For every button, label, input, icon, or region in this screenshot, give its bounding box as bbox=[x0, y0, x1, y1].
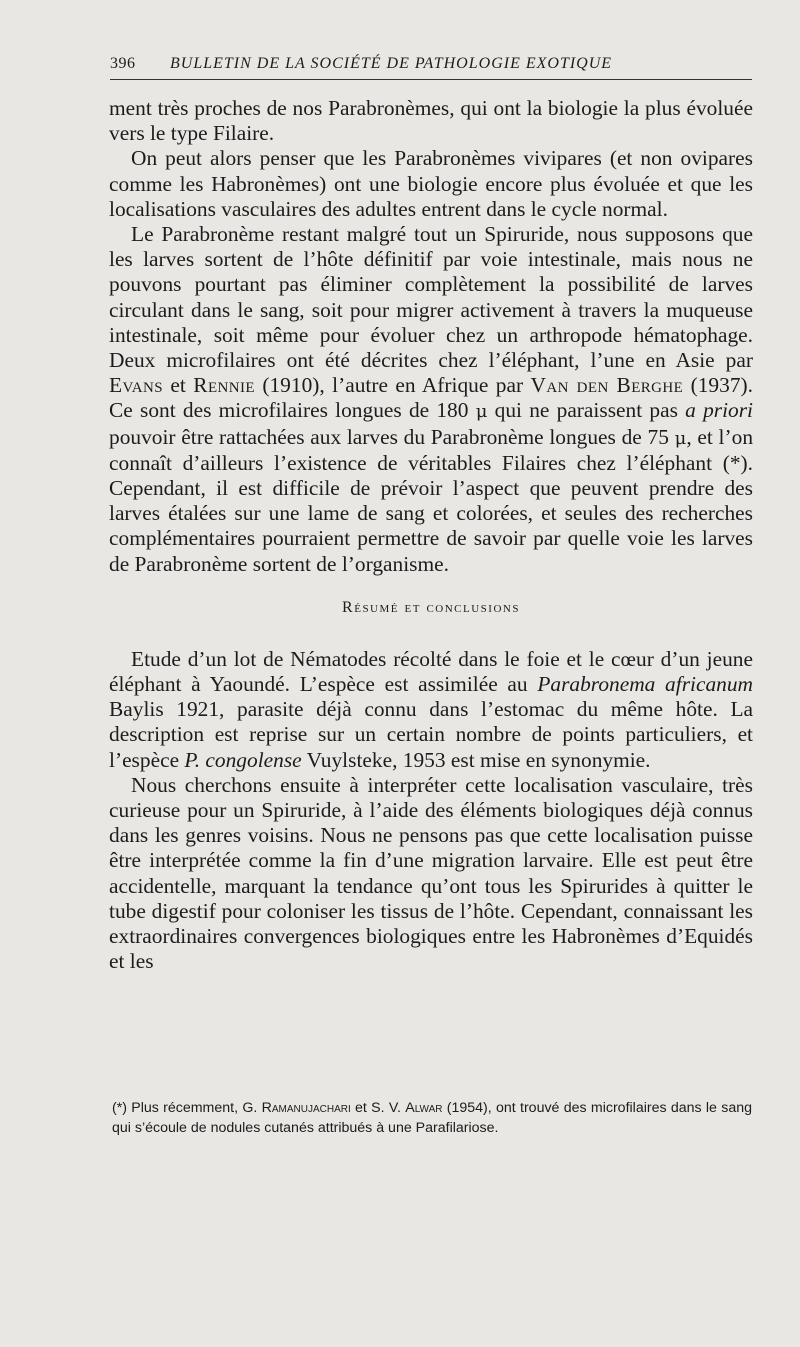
paragraph-2: On peut alors penser que les Parabronèmes vivipares (et non ovipares comme les Habronèmes) ont une biologie encore plus évoluée et que les localisations vasculaires des adultes entrent dans le cycle normal. bbox=[109, 146, 753, 221]
italic-phrase: a priori bbox=[685, 398, 753, 423]
author-name: Ramanujachari bbox=[261, 1100, 351, 1116]
author-name: Van den Berghe bbox=[530, 373, 684, 398]
text-run: qui ne paraissent pas bbox=[487, 398, 686, 423]
text-run: et S. V. bbox=[350, 1100, 406, 1116]
text-run: Le Parabronème restant malgré tout un Spiruride, nous supposons que les larves sortent de l’hôte définitif par voie intestinale, mais nous ne pouvons pourtant pas éliminer complètement la possibilité de larves circulant dans le sang, soit pour migrer activement à travers la muqueuse intestinale, soit même pour évoluer chez un arthropode hématophage. Deux microfilaires ont été décrites chez l’éléphant, l’une en Asie par bbox=[109, 222, 753, 373]
species-name: P. congolense bbox=[184, 747, 302, 772]
text-run: Vuylsteke, 1953 est mise en synonymie. bbox=[301, 747, 651, 772]
text-run: (1954), ont trouvé des microfilaires dans le sang qui s’écoule de nodules cutanés attribués à une Parafilariose. bbox=[112, 1100, 752, 1136]
running-title: BULLETIN DE LA SOCIÉTÉ DE PATHOLOGIE EXOTIQUE bbox=[170, 55, 613, 72]
footnote bbox=[112, 1098, 752, 1138]
text-run: , et l’on connaît d’ailleurs l’existence de véritables Filaires chez l’éléphant (*). Cependant, il est difficile de prévoir l’aspect que peuvent prendre des larves étalées sur une lame de sang et colorées, et seules des recherches complémentaires pourraient permettre de savoir par quelle voie les larves de Parabronème sortent de l’organisme. bbox=[109, 424, 754, 576]
text-run: (*) Plus récemment, G. bbox=[112, 1100, 262, 1116]
text-run: (1910), l’autre en Afrique par bbox=[254, 373, 531, 398]
paragraph-4 bbox=[109, 647, 753, 773]
paragraph-5: Nous cherchons ensuite à interpréter cette localisation vasculaire, très curieuse pour un Spiruride, à l’aide des éléments biologiques déjà connus dans les genres voisins. Nous ne pensons pas que cette localisation puisse être interprétée comme la fin d’une migration larvaire. Elle est peut être accidentelle, marquant la tendance qu’ont tous les Spirurides à quitter le tube digestif pour coloniser les tissus de l’hôte. Cependant, connaissant les extraordinaires convergences biologiques entre les Habronèmes d’Equidés et les bbox=[109, 772, 753, 974]
micron-symbol: μ bbox=[475, 401, 488, 423]
species-name: Parabronema africanum bbox=[537, 672, 753, 697]
micron-symbol: μ bbox=[674, 427, 687, 449]
text-run: pouvoir être rattachées aux larves du Parabronème longues de 75 bbox=[109, 424, 675, 449]
header-rule bbox=[110, 79, 752, 80]
author-name: Alwar bbox=[405, 1100, 443, 1116]
text-run: Baylis 1921, parasite déjà connu dans l’estomac du même hôte. La description est reprise sur un certain nombre de points particuliers, et l’espèce bbox=[109, 697, 753, 772]
section-heading: Résumé et conclusions bbox=[342, 598, 520, 616]
text-run: (1937). Ce sont des microfilaires longues de 180 bbox=[109, 373, 753, 423]
text-run: Etude d’un lot de Nématodes récolté dans le foie et le cœur d’un jeune éléphant à Yaoundé. L’espèce est assimilée au bbox=[109, 646, 753, 697]
paragraph-1: ment très proches de nos Parabronèmes, qui ont la biologie la plus évoluée vers le type Filaire. bbox=[109, 96, 753, 146]
body-text bbox=[109, 96, 753, 975]
paragraph-3 bbox=[109, 222, 753, 577]
author-name: Rennie bbox=[193, 373, 255, 398]
page-header bbox=[110, 55, 752, 73]
text-run: et bbox=[162, 373, 194, 398]
author-name: Evans bbox=[109, 373, 163, 398]
page-number: 396 bbox=[110, 55, 136, 72]
